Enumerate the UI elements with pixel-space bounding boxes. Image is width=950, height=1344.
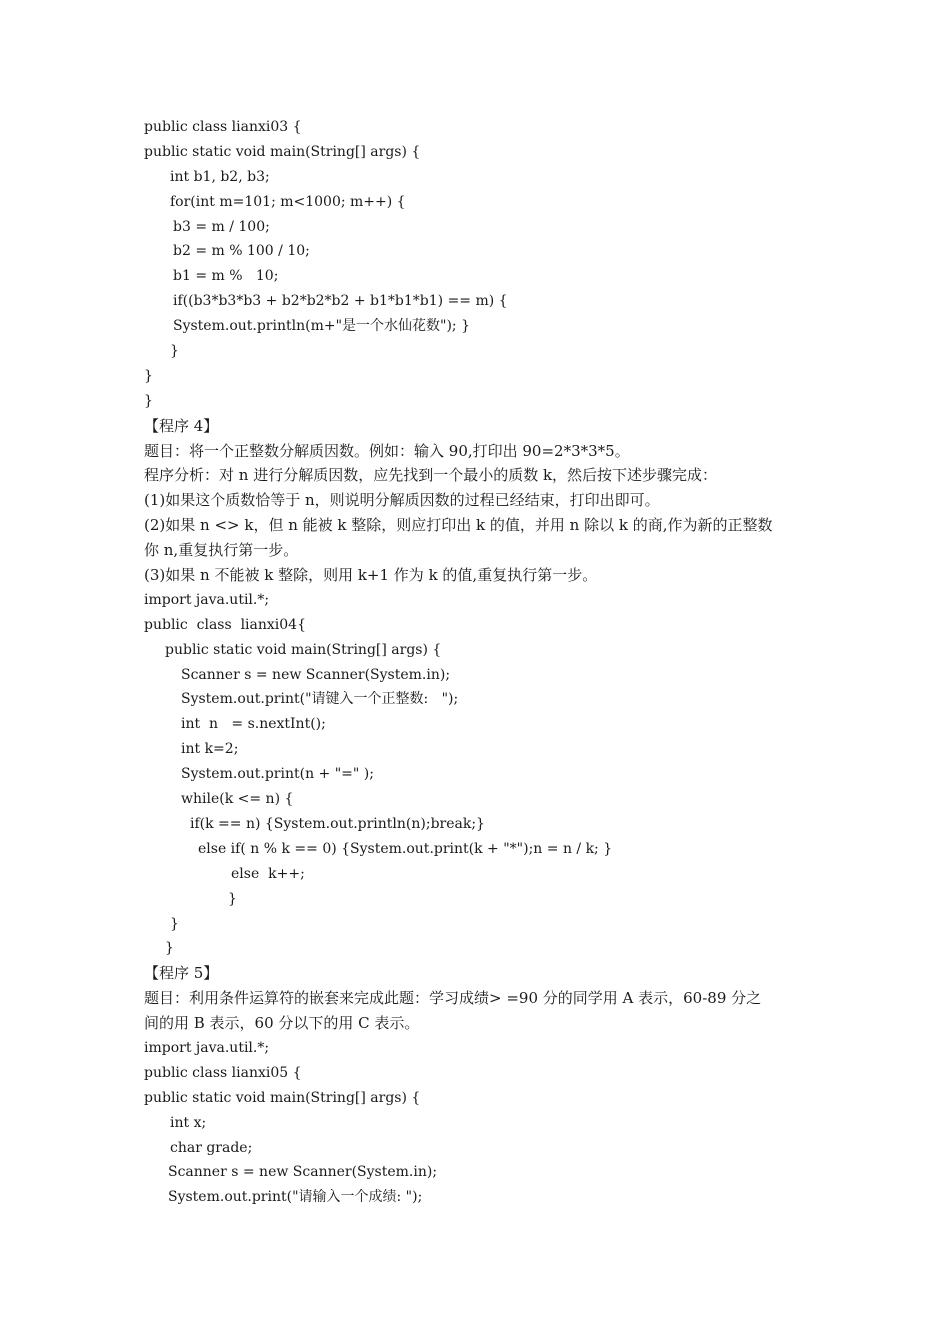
code-line: }: [170, 915, 179, 932]
code-line: System.out.print("请输入一个成绩: ");: [168, 1189, 423, 1206]
code-line: import java.util.*;: [144, 1039, 270, 1056]
code-line: Scanner s = new Scanner(System.in);: [168, 1164, 438, 1181]
code-line: int x;: [170, 1114, 207, 1131]
text-line: 题目：利用条件运算符的嵌套来完成此题：学习成绩> =90 分的同学用 A 表示，60-89 分之: [144, 989, 762, 1008]
text-line: (2)如果 n <> k，但 n 能被 k 整除，则应打印出 k 的值，并用 n 除以 k 的商,作为新的正整数: [144, 516, 773, 535]
text-line: 间的用 B 表示，60 分以下的用 C 表示。: [144, 1014, 420, 1033]
code-line: int n = s.nextInt();: [181, 716, 326, 733]
code-line: for(int m=101; m<1000; m++) {: [170, 193, 406, 210]
text-line: (3)如果 n 不能被 k 整除，则用 k+1 作为 k 的值,重复执行第一步。: [144, 566, 598, 585]
code-line: }: [170, 343, 179, 360]
document-page: [144, 115, 824, 1210]
code-line: int k=2;: [181, 741, 239, 758]
code-line: b1 = m % 10;: [173, 268, 279, 285]
code-line: int b1, b2, b3;: [170, 168, 270, 185]
code-line: public static void main(String[] args) {: [144, 143, 421, 160]
code-line: if(k == n) {System.out.println(n);break;}: [190, 815, 485, 832]
code-line: import java.util.*;: [144, 591, 270, 608]
section-heading: 【程序 5】: [144, 964, 219, 983]
code-line: public class lianxi05 {: [144, 1064, 302, 1081]
code-line: public class lianxi03 {: [144, 119, 302, 135]
text-line: (1)如果这个质数恰等于 n，则说明分解质因数的过程已经结束，打印出即可。: [144, 491, 660, 510]
code-line: b3 = m / 100;: [173, 218, 270, 235]
code-line: System.out.print(n + "=" );: [181, 766, 374, 783]
code-line: public static void main(String[] args) {: [144, 1089, 421, 1106]
code-line: public static void main(String[] args) {: [165, 641, 442, 658]
code-line: Scanner s = new Scanner(System.in);: [181, 666, 451, 683]
code-line: }: [228, 890, 237, 907]
code-line: }: [144, 392, 153, 409]
text-line: 程序分析：对 n 进行分解质因数，应先找到一个最小的质数 k，然后按下述步骤完成：: [144, 466, 718, 485]
code-line: System.out.println(m+"是一个水仙花数"); }: [173, 318, 470, 335]
code-line: public class lianxi04{: [144, 616, 306, 633]
code-line: else k++;: [231, 865, 305, 882]
code-line: char grade;: [170, 1139, 253, 1156]
text-line: 你 n,重复执行第一步。: [144, 541, 299, 560]
code-line: else if( n % k == 0) {System.out.print(k + "*");n = n / k; }: [198, 840, 613, 857]
code-line: while(k <= n) {: [181, 791, 294, 808]
code-line: System.out.print("请键入一个正整数: ");: [181, 691, 459, 708]
code-line: }: [165, 940, 174, 957]
code-line: b2 = m % 100 / 10;: [173, 243, 310, 260]
text-line: 题目：将一个正整数分解质因数。例如：输入 90,打印出 90=2*3*3*5。: [144, 441, 630, 460]
code-line: if((b3*b3*b3 + b2*b2*b2 + b1*b1*b1) == m) {: [173, 293, 508, 310]
section-heading: 【程序 4】: [144, 416, 219, 435]
code-line: }: [144, 367, 153, 384]
